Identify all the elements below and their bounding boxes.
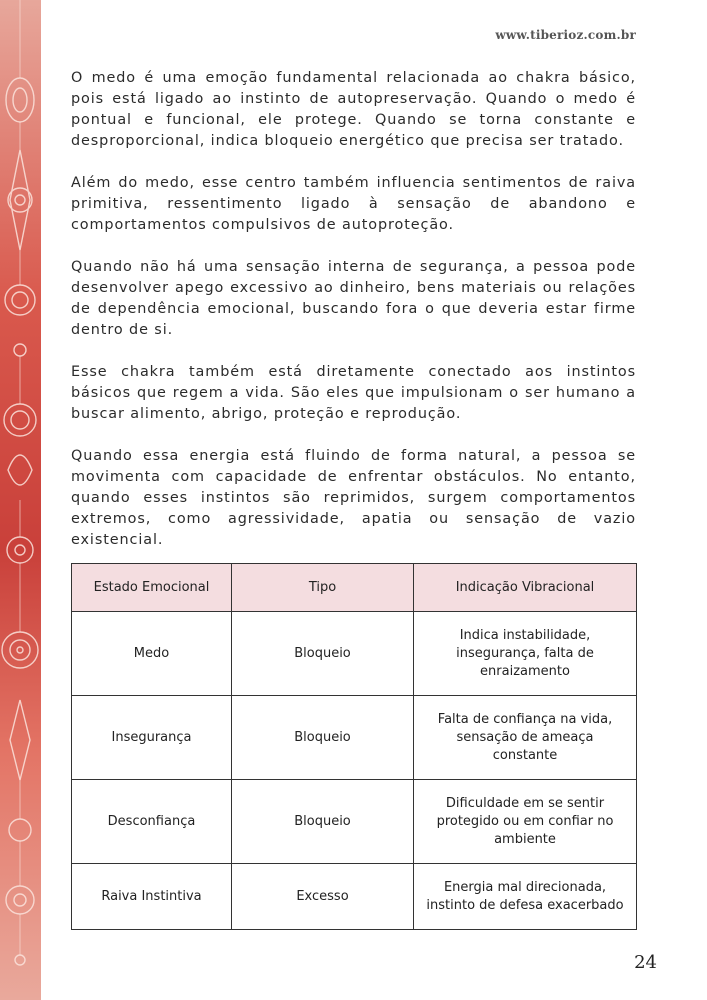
table-header-row (72, 564, 637, 612)
cell-estado: Raiva Instintiva (72, 864, 232, 930)
cell-estado: Medo (72, 612, 232, 696)
cell-indicacao: Dificuldade em se sentir protegido ou em confiar no ambiente (414, 780, 637, 864)
page-number: 24 (634, 952, 657, 973)
body-text (71, 68, 636, 572)
cell-tipo: Bloqueio (232, 780, 414, 864)
paragraph: Esse chakra também está diretamente conectado aos instintos básicos que regem a vida. São eles que impulsionam o ser humano a buscar alimento, abrigo, proteção e reprodução. (71, 364, 636, 422)
mandala-ornament-icon (0, 0, 41, 1000)
emotion-table (71, 563, 637, 930)
table-row (72, 864, 637, 930)
cell-tipo: Excesso (232, 864, 414, 930)
header-indicacao-vibracional: Indicação Vibracional (414, 564, 637, 612)
cell-tipo: Bloqueio (232, 696, 414, 780)
cell-estado: Insegurança (72, 696, 232, 780)
site-url: www.tiberioz.com.br (495, 28, 636, 42)
table-row (72, 780, 637, 864)
cell-indicacao: Falta de confiança na vida, sensação de ameaça constante (414, 696, 637, 780)
cell-indicacao: Indica instabilidade, insegurança, falta de enraizamento (414, 612, 637, 696)
decorative-mandala-strip (0, 0, 41, 1000)
paragraph: O medo é uma emoção fundamental relacionada ao chakra básico, pois está ligado ao instinto de autopreservação. Quando o medo é pontual e funcional, ele protege. Quando se torna constante e desproporcional, indica bloqueio energético que precisa ser tratado. (71, 70, 636, 149)
cell-indicacao: Energia mal direcionada, instinto de defesa exacerbado (414, 864, 637, 930)
header-tipo: Tipo (232, 564, 414, 612)
header-estado-emocional: Estado Emocional (72, 564, 232, 612)
table-row (72, 612, 637, 696)
table-row (72, 696, 637, 780)
paragraph: Quando essa energia está fluindo de forma natural, a pessoa se movimenta com capacidade de enfrentar obstáculos. No entanto, quando esses instintos são reprimidos, surgem comportamentos extremos, como agressividade, apatia ou sensação de vazio existencial. (71, 448, 636, 548)
paragraph: Quando não há uma sensação interna de segurança, a pessoa pode desenvolver apego excessivo ao dinheiro, bens materiais ou relações de dependência emocional, buscando fora o que deveria estar firme dentro de si. (71, 259, 636, 338)
cell-tipo: Bloqueio (232, 612, 414, 696)
cell-estado: Desconfiança (72, 780, 232, 864)
paragraph: Além do medo, esse centro também influencia sentimentos de raiva primitiva, ressentimento ligado à sensação de abandono e comportamentos compulsivos de autoproteção. (71, 175, 636, 233)
